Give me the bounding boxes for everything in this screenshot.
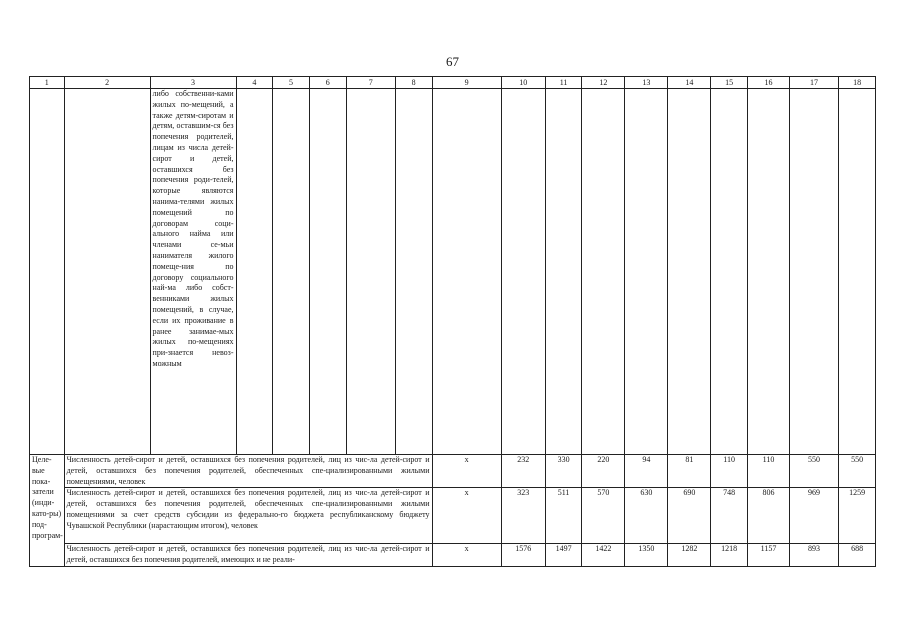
table-cell: 110 xyxy=(711,455,748,488)
table-cell: 969 xyxy=(789,488,838,544)
continuation-row xyxy=(30,89,876,455)
table-cell: 511 xyxy=(545,488,582,544)
table-cell: 220 xyxy=(582,455,625,488)
column-number: 8 xyxy=(395,77,432,89)
table-cell: 323 xyxy=(501,488,545,544)
indicator-text: Численность детей-сирот и детей, оставшихся без попечения родителей, лиц из чис-ла детей-сирот и детей, оставшихся без попечения родителей, обеспеченных спе-циализированными жилыми помещениями за счет средств субсидии из федерально-го бюджета республиканскому бюджету Чувашской Республики (нарастающим итогом), человек xyxy=(64,488,432,544)
column-number: 5 xyxy=(273,77,310,89)
column-number: 6 xyxy=(309,77,346,89)
table-cell: 1422 xyxy=(582,544,625,567)
column-number: 3 xyxy=(150,77,236,89)
table-cell: 806 xyxy=(748,488,790,544)
table-cell xyxy=(789,89,838,455)
column-number: 16 xyxy=(748,77,790,89)
indicator-row xyxy=(30,544,876,567)
table-cell: 630 xyxy=(625,488,668,544)
table-cell: 1576 xyxy=(501,544,545,567)
data-table xyxy=(29,76,876,567)
table-cell xyxy=(501,89,545,455)
table-cell xyxy=(668,89,711,455)
table-cell xyxy=(309,89,346,455)
table-cell: 81 xyxy=(668,455,711,488)
column-number: 13 xyxy=(625,77,668,89)
table-cell xyxy=(273,89,310,455)
page-number: 67 xyxy=(446,54,459,69)
table-cell: 688 xyxy=(839,544,876,567)
row-label: Целе-вые пока-затели (инди-като-ры) под-програм- xyxy=(30,455,65,567)
table-cell: 1497 xyxy=(545,544,582,567)
table-cell xyxy=(30,89,65,455)
table-cell: 1218 xyxy=(711,544,748,567)
table-cell: 570 xyxy=(582,488,625,544)
table-cell: 748 xyxy=(711,488,748,544)
table-cell: 690 xyxy=(668,488,711,544)
table-cell xyxy=(432,89,501,455)
column-number: 2 xyxy=(64,77,150,89)
column-number: 1 xyxy=(30,77,65,89)
table-cell xyxy=(395,89,432,455)
table-cell xyxy=(236,89,273,455)
table-cell xyxy=(839,89,876,455)
column-number-row xyxy=(30,77,876,89)
table-cell: 1350 xyxy=(625,544,668,567)
table-cell: 94 xyxy=(625,455,668,488)
table-cell: 893 xyxy=(789,544,838,567)
table-cell: х xyxy=(432,544,501,567)
column-number: 9 xyxy=(432,77,501,89)
column-number: 4 xyxy=(236,77,273,89)
table-cell xyxy=(545,89,582,455)
table-cell xyxy=(748,89,790,455)
table-cell: х xyxy=(432,488,501,544)
column-number: 10 xyxy=(501,77,545,89)
table-cell: 550 xyxy=(839,455,876,488)
table-cell: 550 xyxy=(789,455,838,488)
table-cell xyxy=(64,89,150,455)
table-cell: 110 xyxy=(748,455,790,488)
indicator-text: Численность детей-сирот и детей, оставшихся без попечения родителей, лиц из чис-ла детей-сирот и детей, оставшихся без попечения родителей, имеющих и не реали- xyxy=(64,544,432,567)
table-cell: х xyxy=(432,455,501,488)
column-number: 17 xyxy=(789,77,838,89)
indicator-row xyxy=(30,488,876,544)
column-number: 18 xyxy=(839,77,876,89)
column-number: 12 xyxy=(582,77,625,89)
column-number: 7 xyxy=(346,77,395,89)
continuation-text: либо собственни-ками жилых по-мещений, а также детям-сиротам и детям, оставшим-ся без попечения родителей, лицам из числа детей-сирот и детей, оставшихся без попечения роди-телей, которые являются нанима-телями жилых помещений по договорам соци-ального найма или членами се-мьи нанимателя жилого помеще-ния по договору социального най-ма либо собст-венниками жилых помещений, в случае, если их проживание в ранее занимае-мых жилых по-мещениях при-знается невоз-можным xyxy=(150,89,236,455)
indicator-row xyxy=(30,455,876,488)
table-cell xyxy=(346,89,395,455)
table-cell: 1282 xyxy=(668,544,711,567)
table-cell: 1157 xyxy=(748,544,790,567)
column-number: 15 xyxy=(711,77,748,89)
table-cell xyxy=(582,89,625,455)
table-cell: 1259 xyxy=(839,488,876,544)
column-number: 14 xyxy=(668,77,711,89)
indicator-text: Численность детей-сирот и детей, оставшихся без попечения родителей, лиц из чис-ла детей-сирот и детей, оставшихся без попечения родителей, обеспеченных спе-циализированными жилыми помещениями, человек xyxy=(64,455,432,488)
column-number: 11 xyxy=(545,77,582,89)
table-cell: 330 xyxy=(545,455,582,488)
table-cell: 232 xyxy=(501,455,545,488)
table-cell xyxy=(625,89,668,455)
table-cell xyxy=(711,89,748,455)
